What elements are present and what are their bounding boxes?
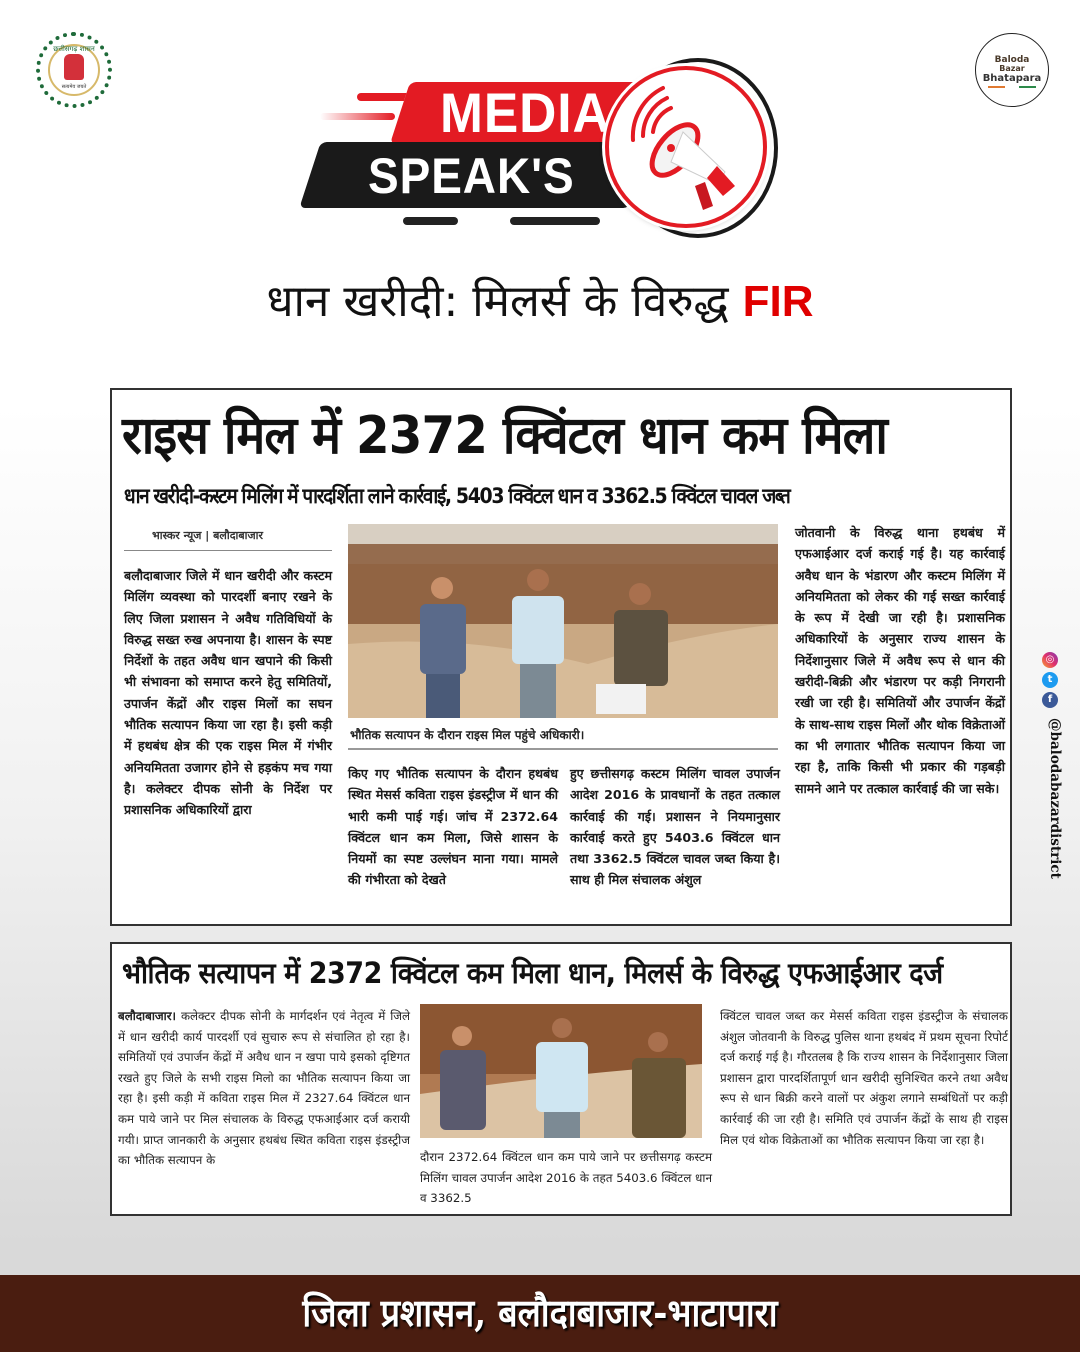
- chhattisgarh-govt-logo: [36, 32, 112, 108]
- news-photo-officials-at-rice-mill: [420, 1004, 702, 1138]
- instagram-icon[interactable]: ◎: [1042, 652, 1058, 668]
- speed-line: [320, 113, 395, 120]
- facebook-icon[interactable]: f: [1042, 692, 1058, 708]
- byline-divider: [124, 550, 332, 551]
- page-title-highlight: FIR: [742, 277, 814, 326]
- clipping-headline: राइस मिल में 2372 क्विंटल धान कम मिला: [122, 406, 888, 466]
- page-title: [0, 272, 1080, 332]
- megaphone-badge: [605, 66, 767, 228]
- footer-bar: [0, 1275, 1080, 1352]
- district-logo: [975, 33, 1049, 107]
- photo-caption: भौतिक सत्यापन के दौरान राइस मिल पहुंचे अधिकारी।: [350, 728, 585, 742]
- megaphone-icon: [609, 70, 763, 224]
- banner-speaks-text: SPEAK'S: [368, 148, 575, 204]
- clipping-headline: भौतिक सत्यापन में 2372 क्विंटल कम मिला धान, मिलर्स के विरुद्ध एफआईआर दर्ज: [122, 956, 943, 990]
- article-column: किए गए भौतिक सत्यापन के दौरान हथबंध स्थित मेसर्स कविता राइस इंडस्ट्रीज में धान की भारी कमी पाई गई। जांच में 2372.64 क्विंटल धान कम मिला, जिसे शासन के नियमों का स्पष्ट उल्लंघन माना गया। मामले की गंभीरता को देखते: [348, 766, 558, 888]
- district-logo-line1: Baloda: [994, 55, 1030, 65]
- article-column: हुए छत्तीसगढ़ कस्टम मिलिंग चावल उपार्जन आदेश 2016 के प्रावधानों के तहत तत्काल कार्रवाई की गई। प्रशासन ने नियमानुसार कार्रवाई करते हुए 5403.6 क्विंटल धान तथा 3362.5 क्विंटल चावल जब्त किया है। साथ ही मिल संचालक अंशुल: [570, 766, 780, 888]
- clipping-byline: भास्कर न्यूज | बलौदाबाजार: [152, 529, 264, 542]
- social-handle-wrapper: [1038, 718, 1063, 892]
- news-clipping-second: [110, 942, 1012, 1216]
- social-handle[interactable]: @balodabazardistrict: [1047, 718, 1063, 879]
- article-column: दौरान 2372.64 क्विंटल धान कम पाये जाने पर छत्तीसगढ़ कस्टम मिलिंग चावल उपार्जन आदेश 2016 के तहत 5403.6 क्विंटल धान व 3362.5: [420, 1150, 712, 1206]
- social-links: [1040, 652, 1060, 712]
- banner-underline: [510, 217, 600, 225]
- banner-underline: [403, 217, 458, 225]
- article-column: बलौदाबाजार जिले में धान खरीदी और कस्टम मिलिंग व्यवस्था को पारदर्शी बनाए रखने के लिए जिला प्रशासन ने अवैध गतिविधियों के विरुद्ध सख्त रुख अपनाया है। शासन के स्पष्ट निर्देशों के तहत अवैध धान खपाने की किसी भी संभावना को समाप्त करने हेतु समितियों, उपार्जन केंद्रों और राइस मिलों का सघन भौतिक सत्यापन किया जा रहा है। इसी कड़ी में हथबंध क्षेत्र की एक राइस मिल में गंभीर अनियमितता उजागर होने से हड़कंप मच गया है। कलेक्टर दीपक सोनी के निर्देश पर प्रशासनिक अधिकारियों द्वारा: [124, 568, 332, 818]
- district-logo-tricolor-bar: [988, 86, 1036, 88]
- logo-ring-text: छत्तीसगढ़ शासन: [53, 45, 95, 53]
- logo-motto: सत्यमेव जयते: [61, 84, 87, 90]
- state-emblem-icon: [64, 54, 84, 80]
- news-clipping-dainik-bhaskar: [110, 388, 1012, 926]
- banner-media-text: MEDIA: [440, 81, 611, 144]
- dateline: बलौदाबाजार।: [118, 1009, 177, 1023]
- article-text: कलेक्टर दीपक सोनी के मार्गदर्शन एवं नेतृत्व में जिले में धान खरीदी कार्य पारदर्शी एवं सुचारु रूप से संचालित हो रहा है। समितियों एवं उपार्जन केंद्रों में अवैध धान न खपा पाये इसको दृष्टिगत रखते हुए जिले के सभी राइस मिलो का भौतिक सत्यापन किया जा रहा है। इसी कड़ी में कविता राइस मिल में 2327.64 क्विंटल धान कम पाये जाने पर मिल संचालक के विरुद्ध एफआईआर दर्ज करायी गयी। प्राप्त जानकारी के अनुसार हथबंध स्थित कविता राइस इंडस्ट्रीज का भौतिक सत्यापन के: [118, 1009, 410, 1168]
- article-column: क्विंटल चावल जब्त कर मेसर्स कविता राइस इंडस्ट्रीज के संचालक अंशुल जोतवानी के विरुद्ध पुलिस थाना हथबंद में प्रथम सूचना रिपोर्ट दर्ज कराई गई है। गौरतलब है कि राज्य शासन के निर्देशानुसार जिला प्रशासन द्वारा पारदर्शितापूर्ण धान खरीदी सुनिश्चित करने तथा अवैध रूप से धान बिक्री करने वालों पर अंकुश लगाने सम्बंधितों पर कड़ी कार्रवाई की जा रही है। समिति एवं उपार्जन केंद्रों के साथ ही राइस मिल एवं थोक विक्रेताओं का भौतिक सत्यापन किया जा रहा है।: [720, 1009, 1008, 1147]
- twitter-icon[interactable]: t: [1042, 672, 1058, 688]
- page-title-text: धान खरीदी: मिलर्स के विरुद्ध: [266, 276, 729, 327]
- news-photo-officials-at-rice-mill: [348, 524, 778, 718]
- article-column: [118, 1006, 410, 1171]
- district-logo-line3: Bhatapara: [982, 73, 1042, 84]
- photo-image: [348, 524, 778, 718]
- footer-text: जिला प्रशासन, बलौदाबाजार-भाटापारा: [302, 1290, 778, 1335]
- district-logo-line2: Bazar: [999, 64, 1025, 73]
- article-column: जोतवानी के विरुद्ध थाना हथबंध में एफआईआर दर्ज कराई गई है। यह कार्रवाई अवैध धान के भंडारण और कस्टम मिलिंग में अनियमितता को लेकर की गई सख्त कार्रवाई के रूप में देखी जा रही है। प्रशासनिक अधिकारियों के अनुसार राज्य शासन के निर्देशानुसार जिले में अवैध रूप से धान की खरीदी-बिक्री और भंडारण पर कड़ी निगरानी रखी जा रही है। समितियों और उपार्जन केंद्रों के साथ-साथ राइस मिलों और थोक विक्रेताओं का भी लगातार भौतिक सत्यापन किया जा रहा है, ताकि किसी भी प्रकार की गड़बड़ी सामने आने पर तत्काल कार्रवाई की जा सके।: [795, 525, 1005, 796]
- caption-divider: [348, 748, 778, 750]
- clipping-subheadline: धान खरीदी-कस्टम मिलिंग में पारदर्शिता लाने कार्रवाई, 5403 क्विंटल धान व 3362.5 क्विंटल चावल जब्त: [124, 484, 790, 508]
- photo-image: [420, 1004, 702, 1138]
